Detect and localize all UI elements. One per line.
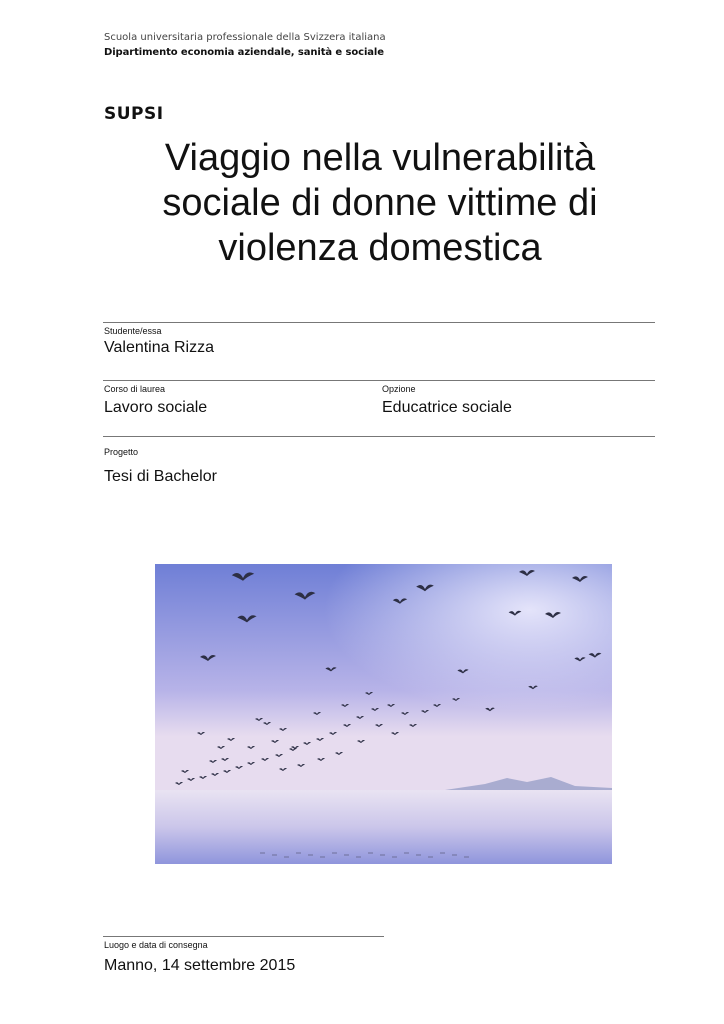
birds-over-lake-image xyxy=(155,564,612,864)
water-reflection xyxy=(440,852,445,854)
water-reflection xyxy=(392,856,397,858)
water-reflection xyxy=(368,852,373,854)
place-date-value: Manno, 14 settembre 2015 xyxy=(104,957,296,974)
water-reflection xyxy=(404,852,409,854)
water-reflection xyxy=(296,852,301,854)
water-reflection xyxy=(284,856,289,858)
cover-photo xyxy=(155,564,612,864)
water-reflection xyxy=(464,856,469,858)
title-line-2: sociale di donne vittime di xyxy=(162,182,598,224)
institution-name: Scuola universitaria professionale della Svizzera italiana xyxy=(104,32,386,43)
water-reflection xyxy=(272,854,277,856)
student-value: Valentina Rizza xyxy=(104,339,214,356)
project-value: Tesi di Bachelor xyxy=(104,468,217,485)
divider-course xyxy=(103,380,655,381)
option-label: Opzione xyxy=(382,384,416,394)
divider-footer xyxy=(103,936,384,937)
water-reflection xyxy=(380,854,385,856)
water-reflection xyxy=(320,856,325,858)
water-reflection xyxy=(332,852,337,854)
project-label: Progetto xyxy=(104,447,139,457)
title-line-3: violenza domestica xyxy=(218,227,542,269)
department-name: Dipartimento economia aziendale, sanità e sociale xyxy=(104,47,384,58)
water-reflection xyxy=(308,854,313,856)
course-value: Lavoro sociale xyxy=(104,399,208,416)
water-reflection xyxy=(428,856,433,858)
place-date-label: Luogo e data di consegna xyxy=(104,940,208,950)
divider-student xyxy=(103,322,655,323)
student-label: Studente/essa xyxy=(104,326,162,336)
water-reflection xyxy=(452,854,457,856)
lake-water xyxy=(155,790,612,864)
water-reflection xyxy=(356,856,361,858)
divider-project xyxy=(103,436,655,437)
water-reflection xyxy=(260,852,265,854)
water-reflection xyxy=(416,854,421,856)
water-reflection xyxy=(344,854,349,856)
option-value: Educatrice sociale xyxy=(382,399,512,416)
thesis-title xyxy=(130,136,630,271)
title-line-1: Viaggio nella vulnerabilità xyxy=(164,137,596,179)
supsi-logo: SUPSI xyxy=(104,104,164,124)
course-label: Corso di laurea xyxy=(104,384,166,394)
